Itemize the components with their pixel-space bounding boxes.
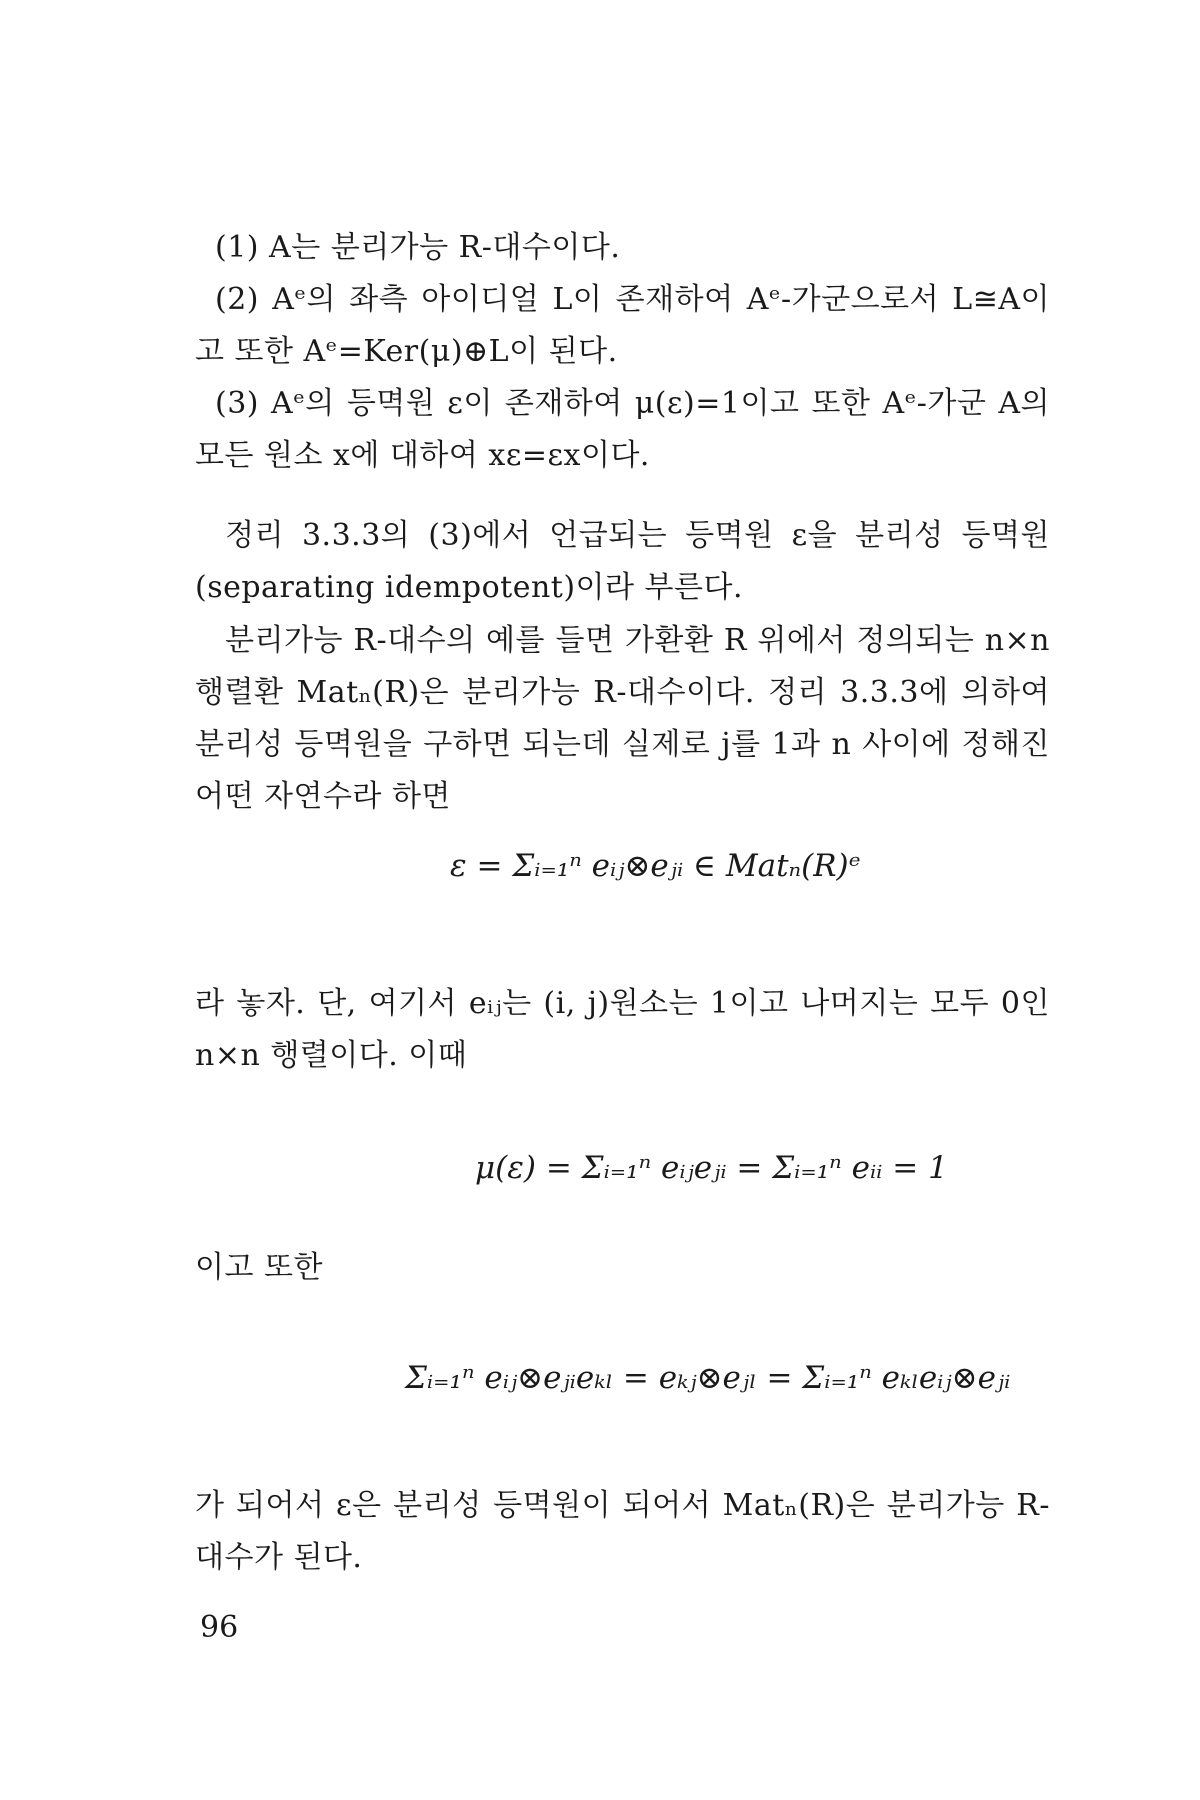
paragraph-conclusion: 가 되어서 ε은 분리성 등멱원이 되어서 Matₙ(R)은 분리가능 R-대수가 된다. [195, 1488, 1050, 1575]
equation-epsilon: ε = Σᵢ₌₁ⁿ eᵢⱼ⊗eⱼᵢ ∈ Matₙ(R)ᵉ [450, 848, 861, 884]
condition-3: (3) Aᵉ의 등멱원 ε이 존재하여 μ(ε)=1이고 또한 Aᵉ-가군 A의 모든 원소 x에 대하여 xε=εx이다. [195, 386, 1050, 473]
equation-bimodule: Σᵢ₌₁ⁿ eᵢⱼ⊗eⱼᵢeₖₗ = eₖⱼ⊗eⱼₗ = Σᵢ₌₁ⁿ eₖₗeᵢⱼ⊗eⱼᵢ [405, 1360, 1011, 1396]
paragraph-matrix-unit: 라 놓자. 단, 여기서 eᵢⱼ는 (i, j)원소는 1이고 나머지는 모두 0인 n×n 행렬이다. 이때 [195, 986, 1050, 1073]
condition-1: (1) A는 분리가능 R-대수이다. [215, 230, 621, 265]
condition-2: (2) Aᵉ의 좌측 아이디얼 L이 존재하여 Aᵉ-가군으로서 L≅A이고 또한 Aᵉ=Ker(μ)⊕L이 된다. [195, 282, 1050, 369]
paragraph-separating-idempotent: 정리 3.3.3의 (3)에서 언급되는 등멱원 ε을 분리성 등멱원(separating idempotent)이라 부른다. [195, 518, 1050, 605]
page-number: 96 [200, 1610, 239, 1645]
paragraph-also: 이고 또한 [195, 1250, 323, 1285]
paragraph-example: 분리가능 R-대수의 예를 들면 가환환 R 위에서 정의되는 n×n 행렬환 Matₙ(R)은 분리가능 R-대수이다. 정리 3.3.3에 의하여 분리성 등멱원을 구하면 되는데 실제로 j를 1과 n 사이에 정해진 어떤 자연수라 하면 [195, 623, 1050, 814]
theorem-conditions [195, 222, 1050, 482]
equation-mu: μ(ε) = Σᵢ₌₁ⁿ eᵢⱼeⱼᵢ = Σᵢ₌₁ⁿ eᵢᵢ = 1 [475, 1150, 948, 1186]
